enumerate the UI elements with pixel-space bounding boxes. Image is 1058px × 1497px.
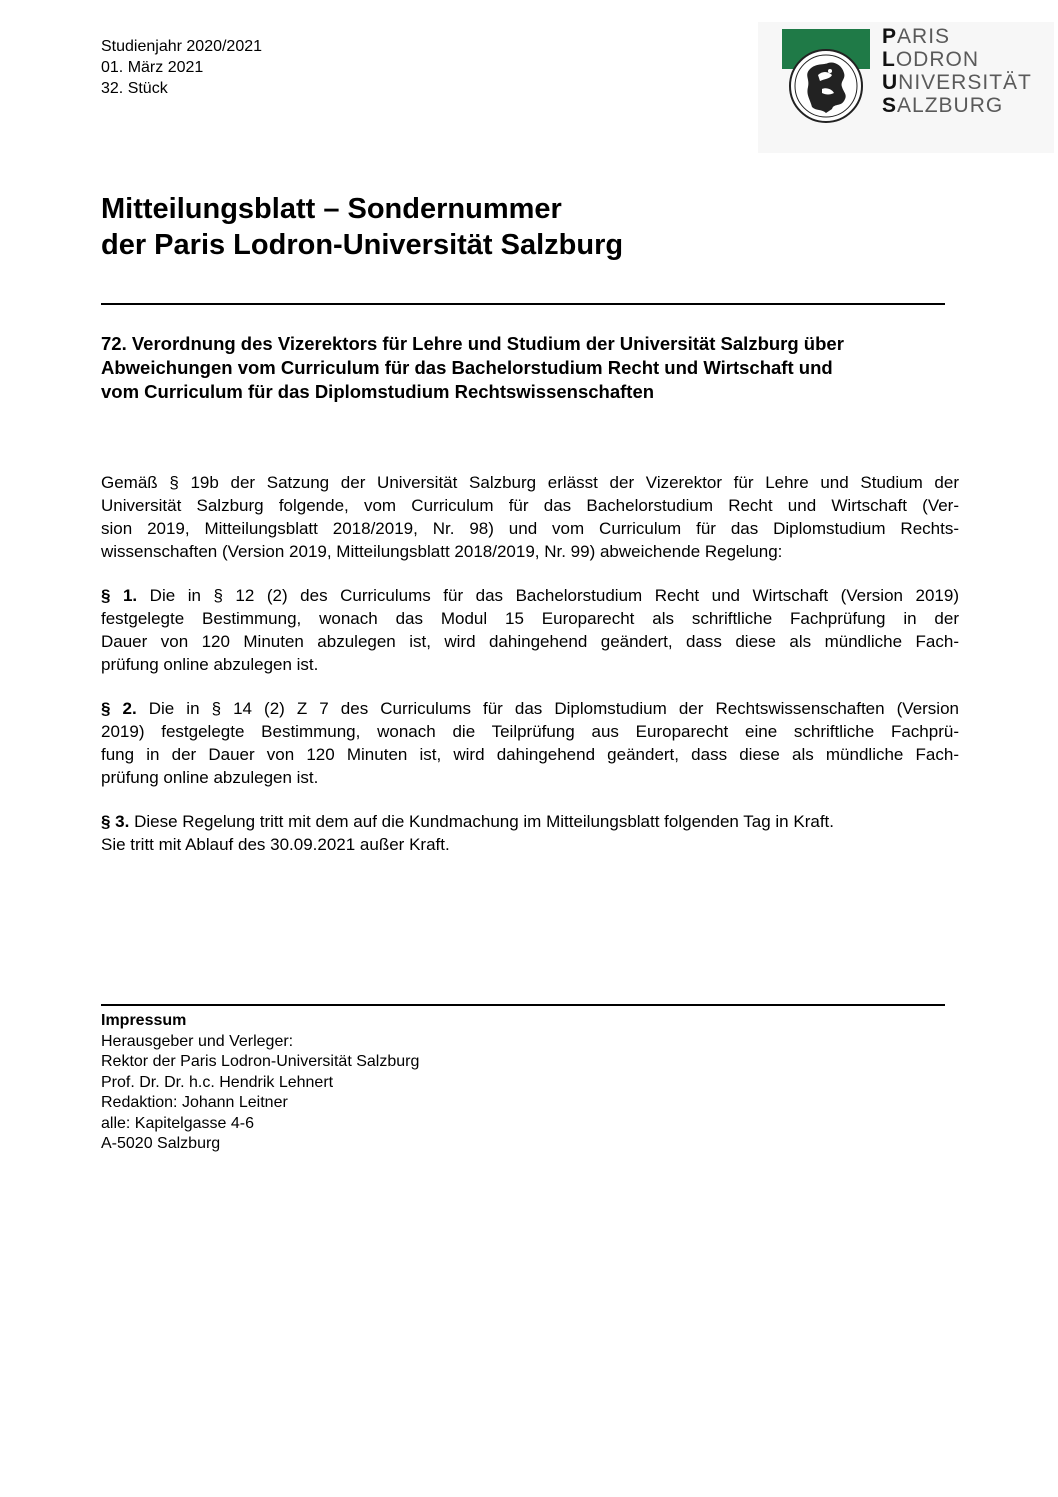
impressum-heading: Impressum <box>101 1012 187 1029</box>
paragraph-label: § 2. <box>101 699 137 718</box>
academic-year: Studienjahr 2020/2021 <box>101 38 263 55</box>
impressum-line: Rektor der Paris Lodron-Universität Salzburg <box>101 1053 420 1070</box>
page-title: Mitteilungsblatt – Sondernummer der Paris Lodron-Universität Salzburg <box>101 193 624 261</box>
intro-paragraph: Gemäß § 19b der Satzung der Universität Salzburg erlässt der Vizerektor für Lehre und Studium der Universität Salzburg folgende, vom Curriculum für das Bachelorstudium Recht und Wirtschaft (Ver- sion 2019, Mitteilungsblatt 2018/2019, Nr. 98) und vom Curriculum für das Diplomstudium Rechts- wissenschaften (Version 2019, Mitteilungsblatt 2018/2019, Nr. 99) abweichende Regelung: <box>101 473 959 561</box>
impressum-divider <box>101 1004 945 1006</box>
wordmark-line: LODRON <box>882 48 979 71</box>
paragraph-label: § 1. <box>101 586 138 605</box>
issue-date: 01. März 2021 <box>101 59 204 76</box>
wordmark-line: UNIVERSITÄT <box>882 71 1032 94</box>
paragraph-2: § 2. Die in § 14 (2) Z 7 des Curriculums für das Diplomstudium der Rechtswissenschaften (Version 2019) festgelegte Bestimmung, wonach die Teilprüfung aus Europarecht eine schriftliche Fachprü- fung in der Dauer von 120 Minuten ist, wird dahingehend geändert, dass diese als mündliche Fach- prüfung online abzulegen ist. <box>101 699 959 787</box>
paragraph-label: § 3. <box>101 812 130 831</box>
impressum-line: Herausgeber und Verleger: <box>101 1032 294 1050</box>
regulation-body <box>101 471 959 877</box>
impressum-line: Redaktion: Johann Leitner <box>101 1094 288 1111</box>
lion-emblem-icon <box>782 29 870 126</box>
impressum-line: A-5020 Salzburg <box>101 1135 221 1152</box>
issue-number: 32. Stück <box>101 80 168 97</box>
regulation-title: 72. Verordnung des Vizerektors für Lehre und Studium der Universität Salzburg über Abweichungen vom Curriculum für das Bachelorstudium Recht und Wirtschaft und vom Curriculum für das Diplomstudium Rechtswissenschaften <box>101 333 844 402</box>
impressum-line: alle: Kapitelgasse 4-6 <box>101 1114 254 1132</box>
wordmark-line: SALZBURG <box>882 94 1004 117</box>
paragraph-3: § 3. Diese Regelung tritt mit dem auf die Kundmachung im Mitteilungsblatt folgenden Tag in Kraft. Sie tritt mit Ablauf des 30.09.2021 außer Kraft. <box>101 812 834 854</box>
impressum <box>101 1011 419 1155</box>
title-divider <box>101 303 945 305</box>
paragraph-1: § 1. Die in § 12 (2) des Curriculums für das Bachelorstudium Recht und Wirtschaft (Version 2019) festgelegte Bestimmung, wonach das Modul 15 Europarecht als schriftliche Fachprüfung in der Dauer von 120 Minuten abzulegen ist, wird dahingehend geändert, dass diese als mündliche Fach- prüfung online abzulegen ist. <box>101 586 959 674</box>
issue-meta <box>101 36 262 99</box>
university-wordmark <box>882 25 1032 117</box>
impressum-line: Prof. Dr. Dr. h.c. Hendrik Lehnert <box>101 1073 334 1091</box>
wordmark-line: PARIS <box>882 25 951 48</box>
